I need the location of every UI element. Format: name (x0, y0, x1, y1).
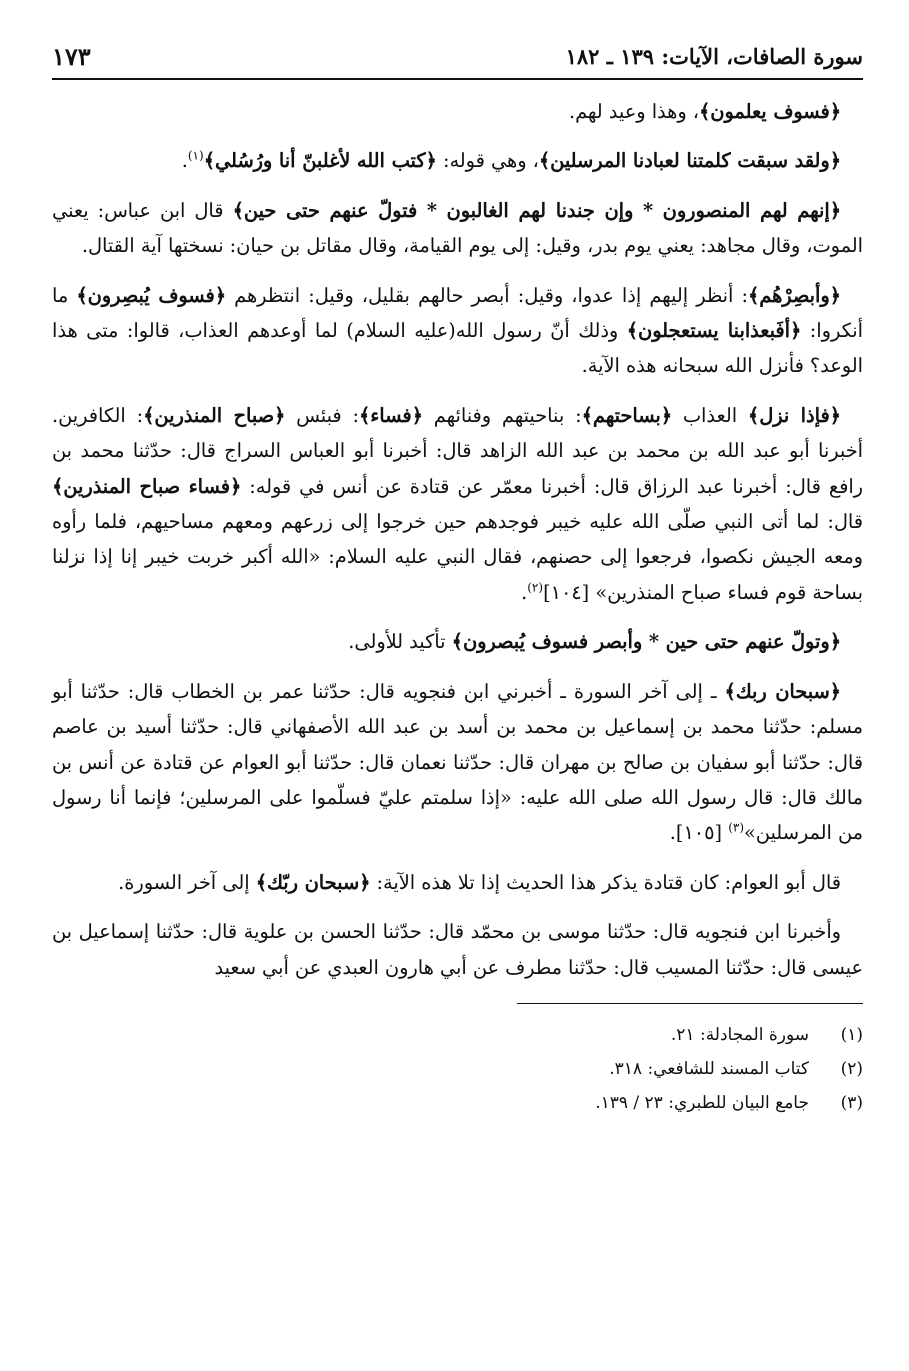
running-title: سورة الصافات، الآيات: ١٣٩ ـ ١٨٢ (565, 44, 863, 69)
text-run: قال: لما أتى النبي صلّى الله عليه خيبر فوجدهم حين خرجوا إلى زرعهم ومعهم مساحيهم، فلما رأوه ومعه الجيش نكصوا، فرجعوا إلى حصنهم، فقال النبي عليه السلام: «الله أكبر خربت خيبر إنا إذا نزلنا بساحة قوم فساء صباح المنذرين» [١٠٤] (52, 510, 863, 604)
footnotes (52, 1018, 863, 1120)
text-run: قال ابن عباس: يعني الموت، وقال مجاهد: يعني يوم بدر، وقيل: إلى يوم القيامة، وقال مقاتل بن حيان: نسختها آية القتال. (52, 198, 863, 258)
paragraph (52, 398, 863, 610)
text-run: ـ إلى آخر السورة ـ أخبرني ابن فنجويه قال: حدّثنا عمر بن الخطاب قال: حدّثنا أبو مسلم: حدّثنا محمد بن إسماعيل بن محمد بن أسد بن عبد الله الأصفهاني قال: حدّثنا أسيد بن عاصم قال: حدّثنا أبو سفيان بن صالح بن مهران قال: حدّثنا نعمان قال: حدّثنا أبو العوام عن قتادة عن أنس بن مالك قال: قال رسول الله صلى الله عليه: «إذا سلمتم عليّ فسلّموا على المرسلين؛ فإنما أنا رسول من المرسلين» (52, 679, 863, 845)
quran-quote: ﴿سبحان ربّك﴾ (255, 870, 371, 894)
quran-quote: ﴿سبحان ربك﴾ (724, 679, 841, 703)
paragraph (52, 143, 863, 178)
quran-quote: ﴿ولقد سبقت كلمتنا لعبادنا المرسلين﴾ (538, 149, 841, 173)
body-text (52, 94, 863, 985)
footnote-number: (٢) (840, 1058, 863, 1079)
quran-quote: ﴿بساحتهم﴾ (581, 403, 673, 427)
page-number: ١٧٣ (52, 42, 91, 71)
footnote-text: سورة المجادلة: ٢١. (670, 1024, 809, 1045)
footnote-number: (١) (840, 1024, 863, 1045)
text-run: . (181, 149, 188, 173)
text-run: . (521, 580, 528, 604)
text-run: إلى آخر السورة. (118, 870, 256, 894)
paragraph (52, 94, 863, 129)
paragraph (52, 674, 863, 851)
paragraph (52, 193, 863, 264)
quran-quote: ﴿فساء﴾ (358, 403, 423, 427)
text-run: : الكافرين. أخبرنا أبو عبد الله بن محمد بن عبد الله الزاهد قال: أخبرنا أبو العباس السراج قال: حدّثنا محمد بن رافع قال: أخبرنا عبد الرزاق قال: أخبرنا معمّر عن قتادة عن أنس في قوله: (52, 403, 863, 498)
footnote-text: كتاب المسند للشافعي: ٣١٨. (609, 1058, 809, 1079)
footnote-text: جامع البيان للطبري: ٢٣ / ١٣٩. (595, 1092, 809, 1113)
text-run: : أنظر إليهم إذا عدوا، وقيل: أبصر حالهم بقليل، وقيل: انتظرهم (226, 283, 748, 307)
text-run: ، وهذا وعيد لهم. (568, 100, 699, 123)
quran-quote: ﴿فساء صباح المنذرين﴾ (52, 474, 242, 498)
quran-quote: ﴿وأبصِرْهُم﴾ (747, 283, 841, 307)
footnote-number: (٣) (840, 1092, 863, 1113)
paragraph (52, 914, 863, 985)
text-run: : فبئس (285, 403, 359, 427)
text-run: ما أنكروا: (52, 283, 863, 343)
quran-quote: ﴿فسوف يعلمون﴾ (699, 100, 841, 123)
text-run: [١٠٥]. (669, 821, 729, 845)
quran-quote: ﴿كتب الله لأغلبنّ أنا ورُسُلي﴾ (203, 149, 437, 173)
footnote-ref: (١) (187, 148, 204, 163)
quran-quote: ﴿فسوف يُبصِرون﴾ (76, 283, 226, 307)
footnote-ref: (٢) (527, 580, 544, 595)
footnote-item (52, 1086, 863, 1120)
text-run: تأكيد للأولى. (348, 630, 452, 654)
text-run: وأخبرنا ابن فنجويه قال: حدّثنا موسى بن محمّد قال: حدّثنا الحسن بن علوية قال: حدّثنا إسماعيل بن عيسى قال: حدّثنا المسيب قال: حدّثنا مطرف عن أبي هارون العبدي عن أبي سعيد (52, 920, 863, 979)
page-header (52, 40, 863, 80)
text-run: : بناحيتهم وفنائهم (422, 403, 582, 427)
footnote-item (52, 1052, 863, 1086)
text-run: وذلك أنّ رسول الله(عليه السلام) لما أوعدهم العذاب، قالوا: متى هذا الوعد؟ فأنزل الله سبحانه هذه الآية. (52, 319, 863, 378)
quran-quote: ﴿إنهم لهم المنصورون * وإن جندنا لهم الغالبون * فتولّ عنهم حتى حين﴾ (232, 198, 842, 222)
quran-quote: ﴿أفَبعذابنا يستعجلون﴾ (626, 319, 802, 343)
text-run: قال أبو العوام: كان قتادة يذكر هذا الحديث إذا تلا هذه الآية: (370, 870, 841, 894)
paragraph (52, 865, 863, 900)
text-run: العذاب (672, 403, 748, 427)
quran-quote: ﴿صباح المنذرين﴾ (143, 403, 286, 427)
quran-quote: ﴿وتولّ عنهم حتى حين * وأبصر فسوف يُبصرون﴾ (451, 630, 841, 654)
footnote-divider (517, 1003, 863, 1004)
paragraph (52, 624, 863, 659)
footnote-item (52, 1018, 863, 1052)
quran-quote: ﴿فإذا نزل﴾ (747, 403, 841, 427)
footnote-ref: (٣) (728, 820, 745, 835)
paragraph (52, 278, 863, 384)
text-run: ، وهي قوله: (436, 149, 539, 173)
